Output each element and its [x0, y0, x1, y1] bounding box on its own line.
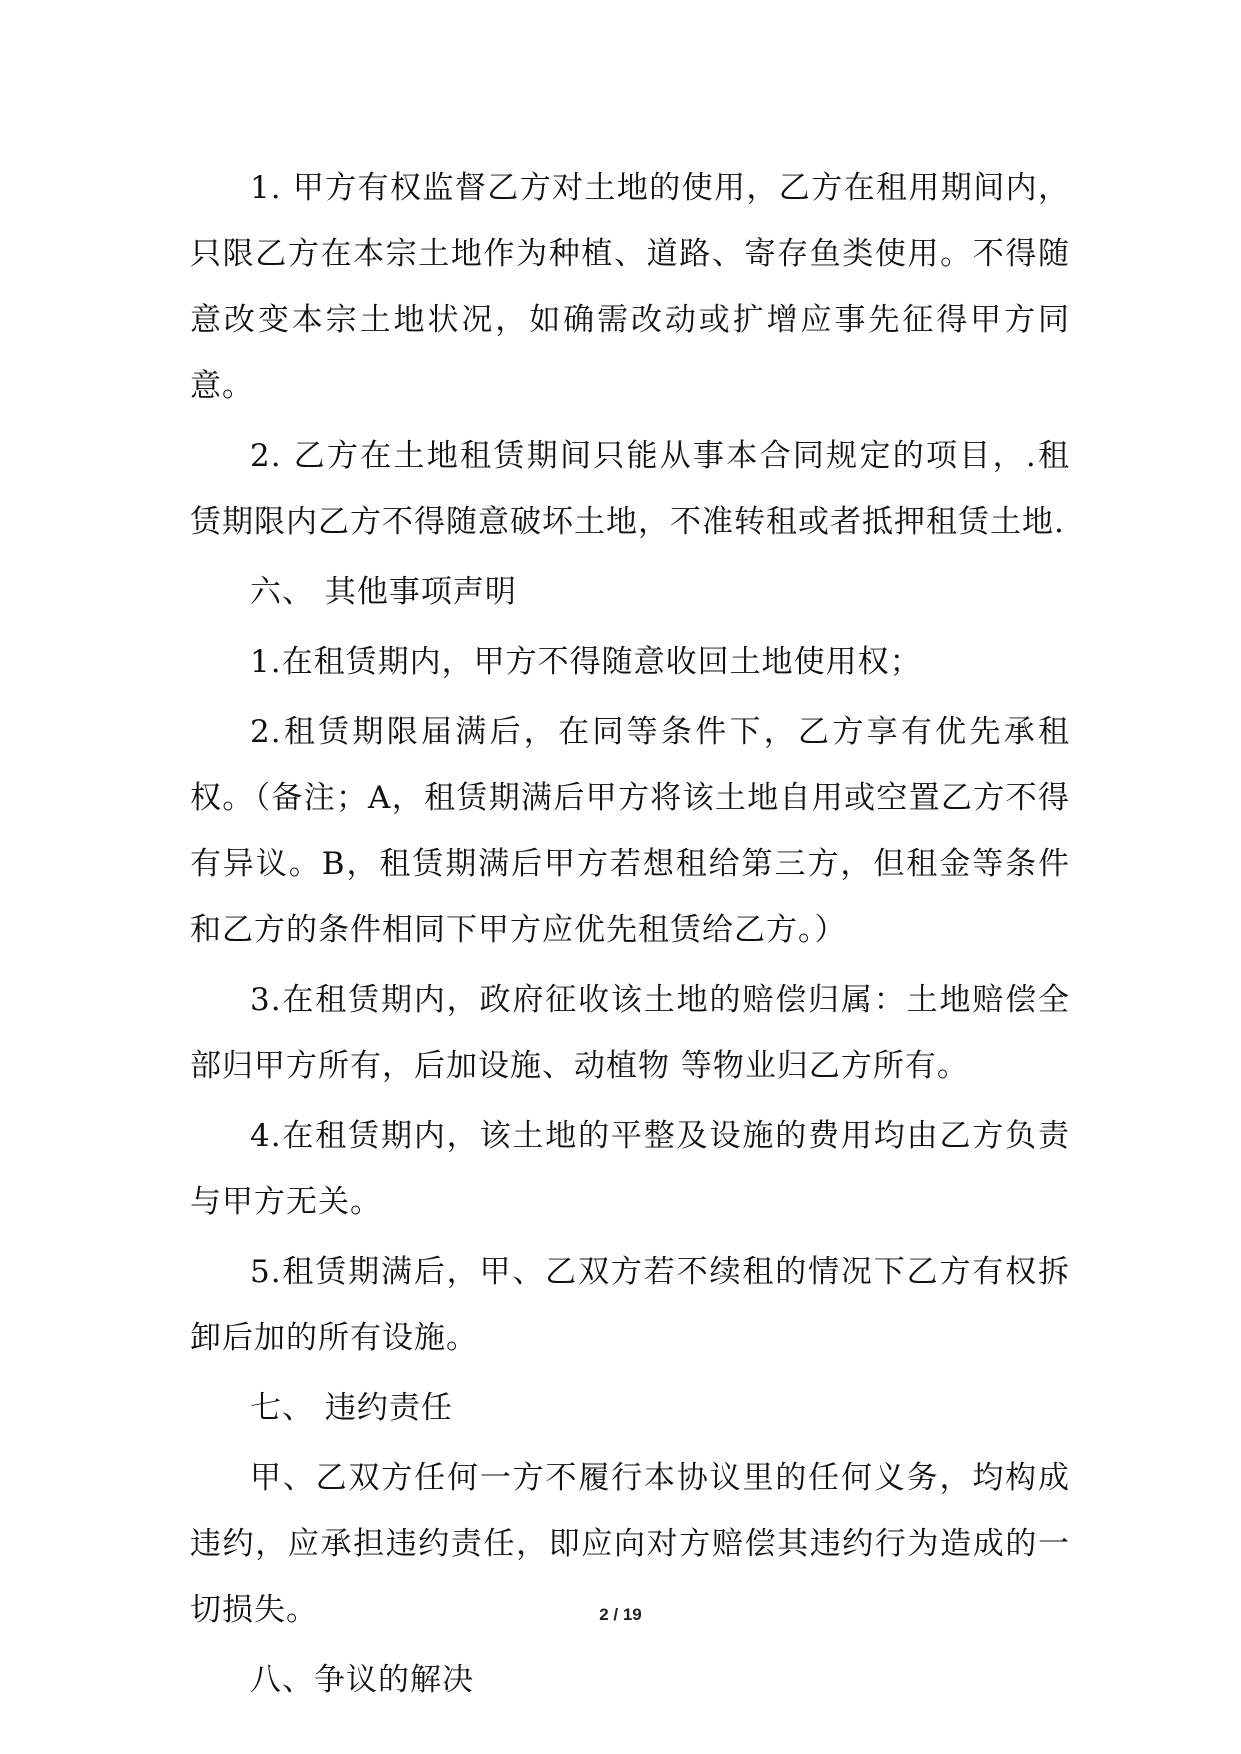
clause-paragraph: 2.租赁期限届满后，在同等条件下，乙方享有优先承租权。（备注；A，租赁期满后甲方将该土地自用或空置乙方不得有异议。B，租赁期满后甲方若想租给第三方，但租金等条件和乙方的条件相同下甲方应优先租赁给乙方。） [190, 714, 1070, 948]
clause-paragraph: 甲、乙双方任何一方不履行本协议里的任何义务，均构成违约，应承担违约责任，即应向对方赔偿其违约行为造成的一切损失。 [190, 1460, 1070, 1628]
clause-paragraph: 2. 乙方在土地租赁期间只能从事本合同规定的项目，.租赁期限内乙方不得随意破坏土地，不准转租或者抵押租赁土地. [190, 438, 1070, 540]
clause-paragraph: 1. 甲方有权监督乙方对土地的使用，乙方在租用期间内，只限乙方在本宗土地作为种植、道路、寄存鱼类使用。不得随意改变本宗土地状况，如确需改动或扩增应事先征得甲方同意。 [190, 170, 1070, 404]
clause-paragraph: 5.租赁期满后，甲、乙双方若不续租的情况下乙方有权拆卸后加的所有设施。 [190, 1254, 1070, 1356]
clause-paragraph: 3.在租赁期内，政府征收该土地的赔偿归属：土地赔偿全部归甲方所有，后加设施、动植物 等物业归乙方所有。 [190, 982, 1070, 1084]
page-number: 2 / 19 [599, 1605, 642, 1624]
section-heading: 八、争议的解决 [250, 1662, 474, 1698]
document-body [190, 155, 1070, 1717]
clause-paragraph: 4.在租赁期内，该土地的平整及设施的费用均由乙方负责与甲方无关。 [190, 1118, 1070, 1220]
section-heading: 六、 其他事项声明 [250, 574, 517, 610]
section-heading: 七、 违约责任 [250, 1390, 453, 1426]
clause-paragraph: 1.在租赁期内，甲方不得随意收回土地使用权； [250, 644, 922, 680]
